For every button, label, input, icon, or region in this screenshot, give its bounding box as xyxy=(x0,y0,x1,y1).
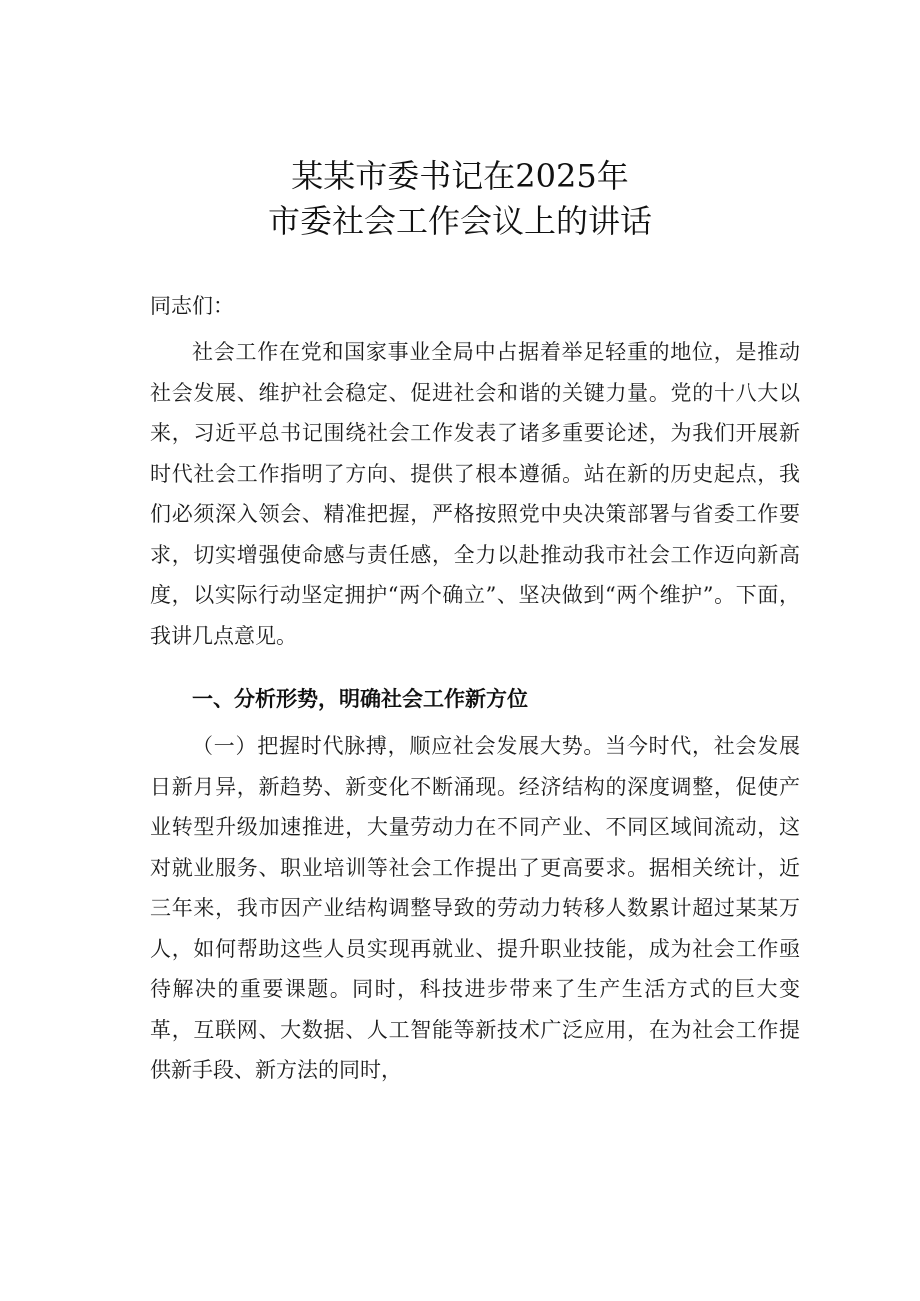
paragraph-section-1-1: （一）把握时代脉搏，顺应社会发展大势。当今时代，社会发展日新月异，新趋势、新变化不断涌现。经济结构的深度调整，促使产业转型升级加速推进，大量劳动力在不同产业、不同区域间流动，这对就业服务、职业培训等社会工作提出了更高要求。据相关统计，近三年来，我市因产业结构调整导致的劳动力转移人数累计超过某某万人，如何帮助这些人员实现再就业、提升职业技能，成为社会工作亟待解决的重要课题。同时，科技进步带来了生产生活方式的巨大变革，互联网、大数据、人工智能等新技术广泛应用，在为社会工作提供新手段、新方法的同时， xyxy=(150,734,800,1082)
paragraph-intro: 社会工作在党和国家事业全局中占据着举足轻重的地位，是推动社会发展、维护社会稳定、促进社会和谐的关键力量。党的十八大以来，习近平总书记围绕社会工作发表了诸多重要论述，为我们开展新时代社会工作指明了方向、提供了根本遵循。站在新的历史起点，我们必须深入领会、精准把握，严格按照党中央决策部署与省委工作要求，切实增强使命感与责任感，全力以赴推动我市社会工作迈向新高度，以实际行动坚定拥护“两个确立”、坚决做到“两个维护”。下面，我讲几点意见。 xyxy=(150,340,800,648)
salutation: 同志们： xyxy=(150,294,234,318)
document-title-line1: 某某市委书记在2025年 xyxy=(291,157,629,195)
section-heading-1: 一、分析形势，明确社会工作新方位 xyxy=(192,687,528,711)
document-title-line2: 市委社会工作会议上的讲话 xyxy=(267,202,652,240)
